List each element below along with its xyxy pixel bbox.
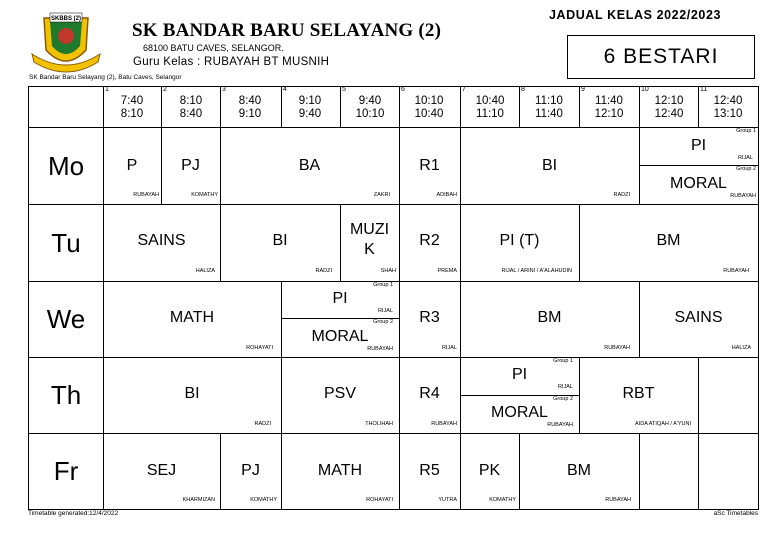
lesson-subject: SAINS: [137, 232, 186, 249]
grid-line: [28, 357, 759, 358]
period-end: 11:40: [535, 108, 563, 120]
lesson-subject: R5: [419, 462, 440, 479]
lesson-teacher: HALIZA: [195, 268, 215, 274]
lesson-subject: MATH: [317, 462, 363, 479]
timetable-title: JADUAL KELAS 2022/2023: [549, 8, 722, 22]
period-number: 5: [342, 86, 346, 93]
grid-line: [28, 86, 759, 87]
lesson-teacher: RIJAL: [378, 308, 393, 314]
lesson-subject: MORAL: [311, 328, 369, 345]
period-end: 12:10: [594, 108, 624, 120]
grid-line: [698, 357, 699, 433]
school-small-label: SK Bandar Baru Selayang (2), Batu Caves, Selangor: [29, 74, 182, 81]
lesson-teacher: AIDA ATIQAH / A'YUNI: [635, 421, 691, 427]
lesson-teacher: RUBAYAH: [547, 422, 573, 428]
lesson-teacher: RUBAYAH: [605, 497, 631, 503]
grid-line: [639, 433, 640, 509]
grid-line: [28, 281, 759, 282]
lesson-subject: R3: [419, 309, 440, 326]
grid-line: [103, 86, 104, 510]
period-time: [220, 95, 280, 121]
lesson-subject: MORAL: [670, 175, 727, 192]
lesson-subject: PI: [690, 137, 707, 154]
lesson-subject: RBT: [622, 385, 655, 402]
lesson-teacher: RIJAL: [558, 384, 573, 390]
lesson-teacher: RADZI: [254, 421, 271, 427]
period-end: 13:10: [713, 108, 743, 120]
period-number: 10: [641, 86, 649, 93]
period-start: 12:10: [654, 95, 684, 107]
group-label: Group 1: [553, 358, 573, 364]
lesson-subject: PI: [511, 366, 528, 383]
lesson-teacher: YUTRA: [438, 497, 457, 503]
period-start: 11:40: [595, 95, 623, 107]
lesson-teacher: RUBAYAH: [723, 268, 749, 274]
period-time: [399, 95, 459, 121]
period-end: 11:10: [476, 108, 504, 120]
period-number: 11: [700, 86, 708, 93]
lesson-teacher: RUBAYAH: [431, 421, 457, 427]
lesson-subject: MORAL: [491, 404, 548, 421]
lesson-teacher: RIJAL: [442, 345, 457, 351]
period-end: 10:10: [355, 108, 385, 120]
lesson-teacher: KOMATHY: [250, 497, 277, 503]
period-time: [102, 95, 162, 121]
school-name: SK BANDAR BARU SELAYANG (2): [132, 20, 442, 41]
generated-date: Timetable generated:12/4/2022: [28, 510, 119, 517]
lesson-subject: P: [126, 157, 138, 174]
lesson-teacher: ZAKRI: [373, 192, 390, 198]
period-number: 4: [283, 86, 287, 93]
period-number: 3: [222, 86, 226, 93]
lesson-teacher: RIJAL / ARINI / A'ALAHUDIN: [501, 268, 572, 274]
lesson-subject: R1: [419, 157, 440, 174]
grid-line: [28, 433, 759, 434]
lesson-subject: R2: [419, 232, 440, 249]
lesson-subject: MUZI: [349, 221, 390, 238]
period-start: 8:10: [179, 95, 203, 107]
lesson-subject: PI (T): [499, 232, 540, 249]
period-number: 7: [462, 86, 466, 93]
period-time: [698, 95, 758, 121]
lesson-subject: MATH: [169, 309, 215, 326]
lesson-teacher: RUBAYAH: [133, 192, 159, 198]
period-number: 1: [105, 86, 109, 93]
lesson-subject: BM: [656, 232, 681, 249]
period-start: 8:40: [238, 95, 262, 107]
period-start: 11:10: [535, 95, 563, 107]
period-start: 7:40: [120, 95, 144, 107]
lesson-teacher: KOMATHY: [191, 192, 218, 198]
grid-line: [28, 204, 759, 205]
lesson-teacher: RADZI: [613, 192, 630, 198]
lesson-subject: PJ: [181, 157, 200, 174]
class-name-box: [567, 35, 755, 79]
lesson-teacher: KHARMIZAN: [182, 497, 215, 503]
lesson-teacher: ADIBAH: [436, 192, 457, 198]
period-start: 9:40: [358, 95, 382, 107]
period-end: 12:40: [654, 108, 684, 120]
period-number: 9: [581, 86, 585, 93]
day-label: Th: [50, 380, 82, 410]
period-time: [519, 95, 579, 121]
lesson-subject: K: [364, 241, 375, 258]
lesson-subject: BM: [567, 462, 591, 479]
period-end: 9:10: [238, 108, 262, 120]
lesson-subject: BA: [298, 157, 321, 174]
lesson-teacher: RADZI: [315, 268, 332, 274]
period-start: 12:40: [713, 95, 743, 107]
period-time: [340, 95, 400, 121]
group-label: Group 2: [553, 396, 573, 402]
lesson-teacher: THOLIHAH: [365, 421, 393, 427]
lesson-subject: BM: [537, 309, 562, 326]
school-address: 68100 BATU CAVES, SELANGOR.: [143, 43, 284, 53]
lesson-teacher: HALIZA: [731, 345, 751, 351]
group-label: Group 1: [736, 128, 756, 134]
period-time: [639, 95, 699, 121]
group-label: Group 1: [373, 282, 393, 288]
lesson-subject: BI: [541, 157, 558, 174]
school-logo: [30, 10, 102, 74]
lesson-teacher: RUBAYAH: [367, 346, 393, 352]
period-number: 6: [401, 86, 405, 93]
day-label: Fr: [53, 456, 79, 486]
lesson-subject: PK: [478, 462, 501, 479]
period-number: 8: [521, 86, 525, 93]
period-start: 9:10: [298, 95, 322, 107]
grid-line: [28, 86, 29, 510]
period-end: 8:10: [120, 108, 144, 120]
lesson-subject: PI: [332, 290, 348, 307]
logo-label: SKBBS (2): [50, 16, 82, 22]
lesson-teacher: RIJAL: [738, 155, 753, 161]
lesson-teacher: PREMA: [437, 268, 457, 274]
day-label: We: [46, 304, 86, 334]
lesson-teacher: ROHAYATI: [246, 345, 273, 351]
lesson-teacher: RUBAYAH: [730, 193, 756, 199]
period-time: [161, 95, 221, 121]
lesson-subject: R4: [419, 385, 440, 402]
lesson-subject: PJ: [241, 462, 260, 479]
lesson-subject: BI: [184, 385, 200, 402]
lesson-teacher: ROHAYATI: [366, 497, 393, 503]
period-start: 10:40: [475, 95, 505, 107]
day-label: Mo: [47, 151, 85, 181]
lesson-subject: PSV: [323, 385, 356, 402]
grid-line: [698, 433, 699, 509]
period-time: [280, 95, 340, 121]
group-label: Group 2: [373, 319, 393, 325]
period-end: 8:40: [179, 108, 203, 120]
class-teacher: Guru Kelas : RUBAYAH BT MUSNIH: [133, 56, 330, 68]
group-label: Group 2: [736, 166, 756, 172]
grid-line: [758, 86, 759, 510]
lesson-teacher: KOMATHY: [489, 497, 516, 503]
period-end: 9:40: [298, 108, 322, 120]
lesson-subject: SEJ: [146, 462, 177, 479]
class-name: 6 BESTARI: [603, 45, 719, 68]
period-time: [579, 95, 639, 121]
period-end: 10:40: [414, 108, 444, 120]
period-start: 10:10: [414, 95, 444, 107]
period-time: [460, 95, 520, 121]
lesson-teacher: SHAH: [380, 268, 396, 274]
grid-line: [28, 509, 759, 510]
lesson-teacher: RUBAYAH: [604, 345, 630, 351]
software-credit: aSc Timetables: [713, 510, 758, 517]
day-label: Tu: [51, 228, 81, 258]
period-number: 2: [163, 86, 167, 93]
lesson-subject: BI: [272, 232, 288, 249]
lesson-subject: SAINS: [674, 309, 723, 326]
